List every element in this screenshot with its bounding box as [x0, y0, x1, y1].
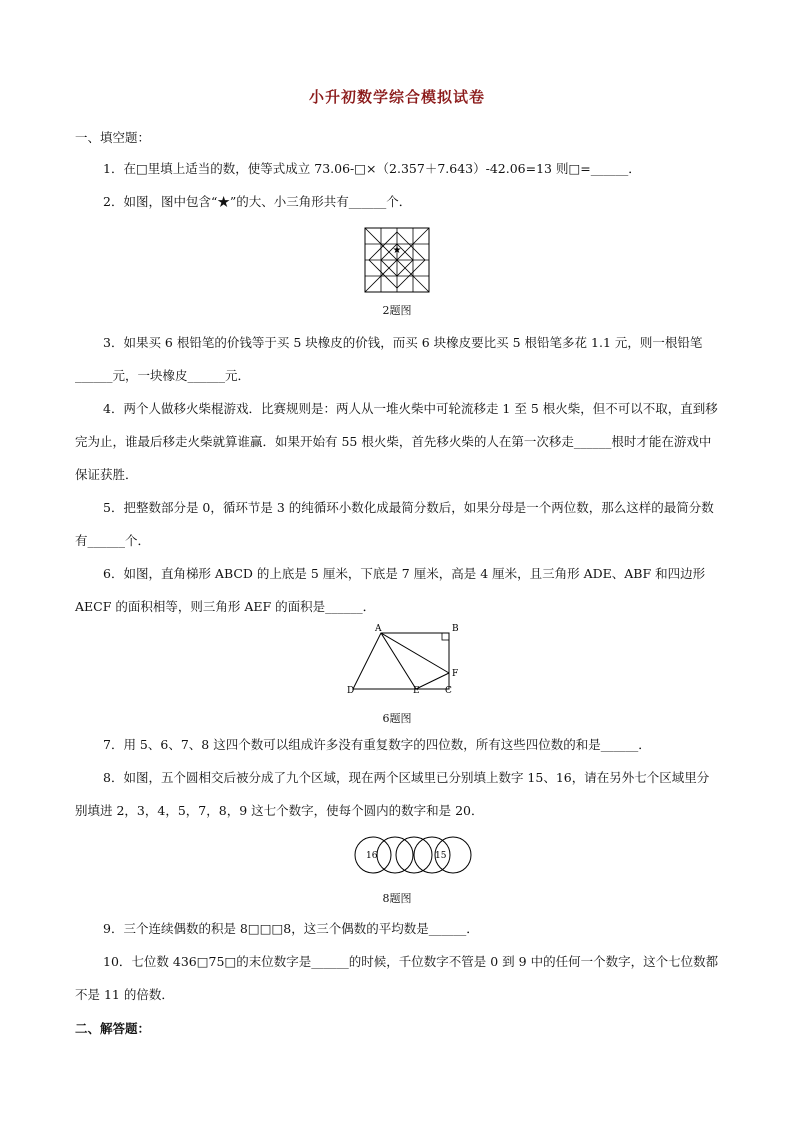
- star-icon: ★: [392, 245, 402, 256]
- circle-number-left: 16: [366, 851, 378, 861]
- point-label-a: A: [375, 624, 382, 634]
- figure-8-caption: 8题图: [382, 892, 412, 905]
- section-heading-fill-in: 一、填空题：: [75, 130, 151, 145]
- question-6: 6．如图，直角梯形 ABCD 的上底是 5 厘米，下底是 7 厘米，高是 4 厘米，且三角形 ADE、ABF 和四边形 AECF 的面积相等，则三角形 AEF 的面积是______．: [75, 566, 706, 614]
- figure-6-trapezoid: [344, 622, 464, 694]
- figure-2-caption: 2题图: [382, 304, 412, 317]
- point-label-e: E: [413, 686, 420, 694]
- circle-number-right: 15: [435, 851, 447, 861]
- question-8: 8．如图，五个圆相交后被分成了九个区域，现在两个区域里已分别填上数字 15、16，请在另外七个区域里分别填进 2，3，4，5，7，8，9 这七个数字，使每个圆内的数字和是 20．: [75, 770, 710, 818]
- question-4: 4．两个人做移火柴棍游戏．比赛规则是：两人从一堆火柴中可轮流移走 1 至 5 根火柴，但不可以不取，直到移完为止，谁最后移走火柴就算谁赢．如果开始有 55 根火柴，首先移火柴的人在第一次移走______根时才能在游戏中保证获胜．: [75, 401, 718, 482]
- question-9: 9．三个连续偶数的积是 8□□□8，这三个偶数的平均数是______．: [103, 921, 479, 936]
- question-7: 7．用 5、6、7、8 这四个数可以组成许多没有重复数字的四位数，所有这些四位数的和是______．: [103, 737, 651, 752]
- question-1: 1．在□里填上适当的数，使等式成立 73.06-□×（2.357＋7.643）-42.06=13 则□=______．: [103, 161, 641, 176]
- point-label-b: B: [452, 624, 459, 634]
- question-5: 5．把整数部分是 0，循环节是 3 的纯循环小数化成最简分数后，如果分母是一个两位数，那么这样的最简分数有______个．: [75, 500, 714, 548]
- figure-2-triangle-grid: [364, 227, 430, 293]
- question-10: 10．七位数 436□75□的末位数字是______的时候，千位数字不管是 0 到 9 中的任何一个数字，这个七位数都不是 11 的倍数．: [75, 954, 719, 1002]
- section-heading-solve: 二、解答题：: [75, 1021, 151, 1036]
- question-2: 2．如图，图中包含“★”的大、小三角形共有______个．: [103, 194, 412, 209]
- point-label-c: C: [445, 686, 452, 694]
- point-label-d: D: [347, 686, 355, 694]
- point-label-f: F: [452, 669, 459, 679]
- figure-8-five-circles: [354, 835, 472, 877]
- question-3: 3．如果买 6 根铅笔的价钱等于买 5 块橡皮的价钱，而买 6 块橡皮要比买 5 根铅笔多花 1.1 元，则一根铅笔______元，一块橡皮______元．: [75, 335, 703, 383]
- figure-6-caption: 6题图: [382, 712, 412, 725]
- page-title: 小升初数学综合模拟试卷: [308, 88, 485, 106]
